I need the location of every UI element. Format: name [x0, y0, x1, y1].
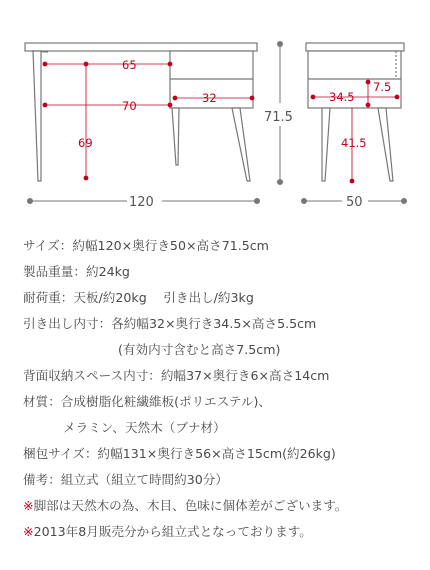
spec-note-1	[23, 498, 347, 514]
dim-label-120: 120	[129, 195, 154, 210]
note-mark: ※	[23, 498, 34, 513]
note-mark: ※	[23, 524, 34, 539]
note-text: 脚部は天然木の為、木目、色味に個体差がございます。	[33, 498, 348, 513]
dim-label-69: 69	[78, 136, 93, 150]
spec-remarks: 備考：組立式（組立て時間約30分）	[23, 472, 228, 487]
spec-back-storage: 背面収納スペース内寸：約幅37×奥行き6×高さ14cm	[23, 368, 330, 383]
note-text: 2013年8月販売分から組立式となっております。	[33, 524, 312, 539]
spec-material: 材質：合成樹脂化粧繊維板(ポリエステル)、	[23, 394, 271, 409]
dimension-diagram	[0, 0, 430, 230]
dim-label-32: 32	[202, 91, 217, 105]
side-view	[306, 43, 404, 181]
dim-label-41-5: 41.5	[341, 136, 367, 150]
spec-package: 梱包サイズ：約幅131×奥行き56×高さ15cm(約26kg)	[23, 446, 336, 461]
dim-label-34-5: 34.5	[329, 90, 355, 104]
spec-note-2	[23, 524, 312, 540]
spec-size: サイズ：約幅120×奥行き50×高さ71.5cm	[23, 238, 269, 253]
dim-label-65: 65	[122, 58, 137, 72]
dim-label-70: 70	[122, 99, 137, 113]
spec-drawer-inner: 引き出し内寸：各約幅32×奥行き34.5×高さ5.5cm	[23, 316, 317, 331]
dim-label-50: 50	[346, 195, 363, 210]
dim-label-7-5: 7.5	[373, 80, 392, 94]
spec-weight: 製品重量：約24kg	[23, 264, 130, 279]
spec-load: 耐荷重：天板/約20kg 引き出し/約3kg	[23, 290, 254, 305]
spec-drawer-inner-note: (有効内寸含むと高さ7.5cm)	[118, 342, 281, 357]
spec-material-cont: メラミン、天然木（ブナ材）	[63, 420, 226, 435]
dim-label-71-5: 71.5	[264, 110, 293, 125]
